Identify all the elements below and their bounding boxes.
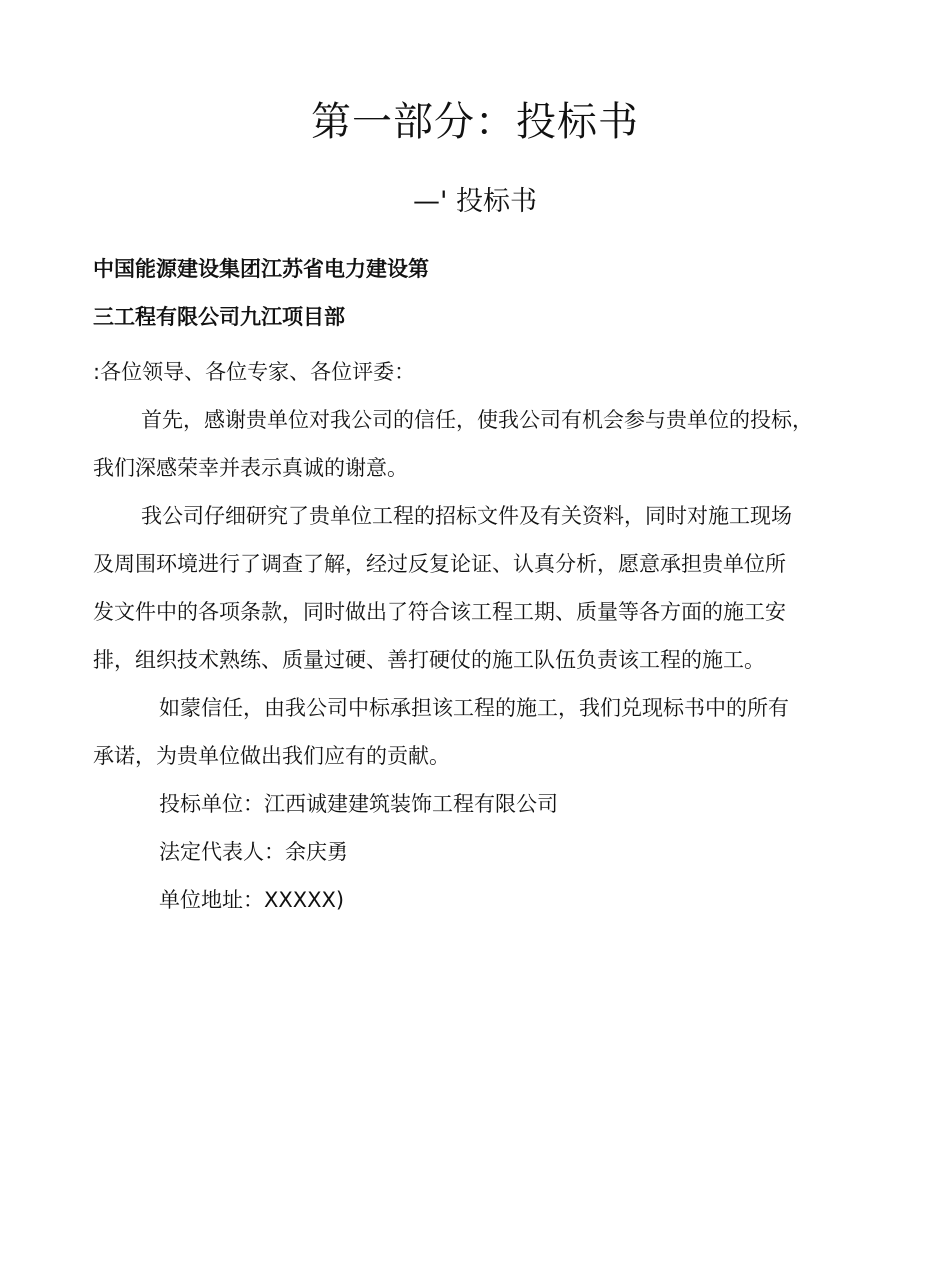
document-title: 第一部分：投标书: [311, 99, 639, 145]
paragraph-2-line-2: 及周围环境进行了调查了解，经过反复论证、认真分析，愿意承担贵单位所: [93, 552, 786, 576]
paragraph-2-line-1: 我公司仔细研究了贵单位工程的招标文件及有关资料，同时对施工现场: [141, 504, 792, 528]
unit-address: 单位地址：XXXXX): [159, 888, 345, 912]
document-subtitle: —' 投标书: [412, 186, 537, 217]
paragraph-3-line-2: 承诺，为贵单位做出我们应有的贡献。: [93, 744, 450, 768]
paragraph-1-line-1: 首先，感谢贵单位对我公司的信任，使我公司有机会参与贵单位的投标，: [141, 408, 813, 432]
paragraph-3-line-1: 如蒙信任，由我公司中标承担该工程的施工，我们兑现标书中的所有: [159, 696, 789, 720]
bidder-unit: 投标单位：江西诚建建筑装饰工程有限公司: [159, 792, 558, 816]
legal-representative: 法定代表人：余庆勇: [159, 840, 348, 864]
paragraph-1-line-2: 我们深感荣幸并表示真诚的谢意。: [93, 456, 408, 480]
paragraph-2-line-4: 排，组织技术熟练、质量过硬、善打硬仗的施工队伍负责该工程的施工。: [93, 648, 765, 672]
salutation: :各位领导、各位专家、各位评委：: [93, 360, 416, 384]
paragraph-2-line-3: 发文件中的各项条款，同时做出了符合该工程工期、质量等各方面的施工安: [93, 600, 786, 624]
recipient-line-2: 三工程有限公司九江项目部: [93, 305, 345, 329]
recipient-line-1: 中国能源建设集团江苏省电力建设第: [93, 257, 429, 281]
